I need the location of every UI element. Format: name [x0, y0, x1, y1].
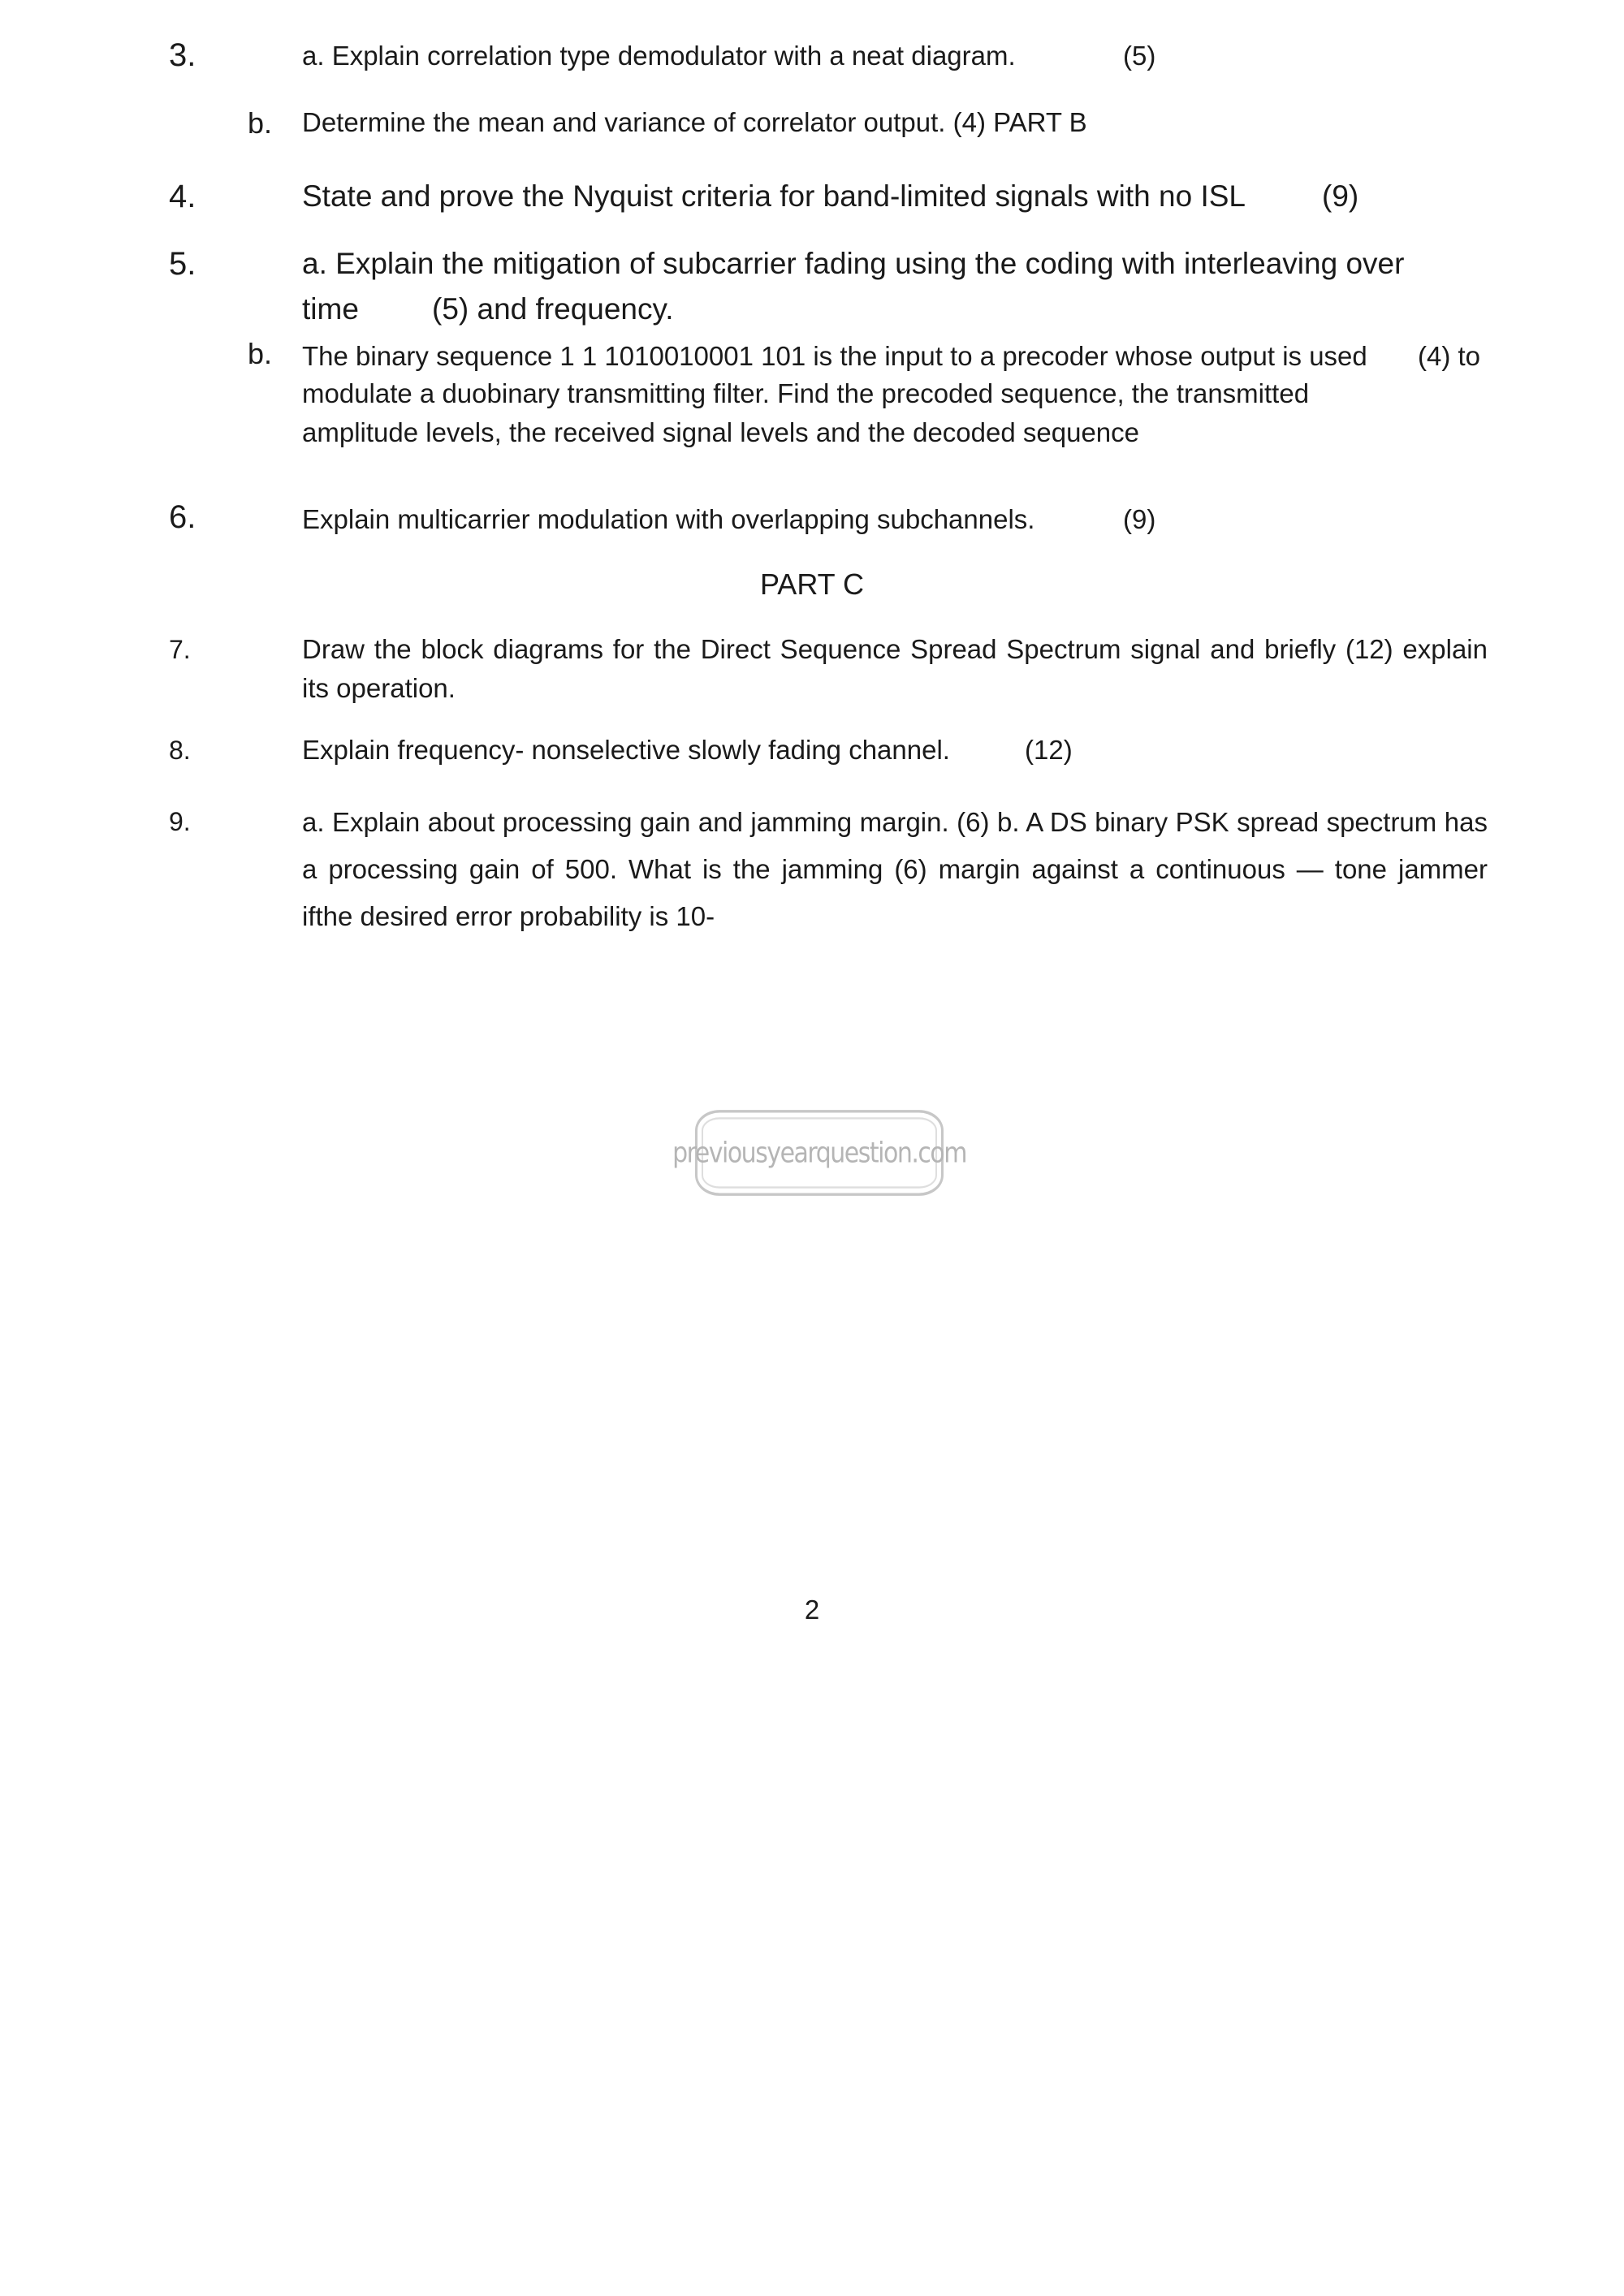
question-5b-line2: modulate a duobinary transmitting filter. Find the precoded sequence, the transmitted: [302, 378, 1310, 408]
question-6-number: 6.: [169, 499, 197, 535]
question-4-marks: (9): [1322, 179, 1359, 213]
question-9-line3: ifthe desired error probability is 10-: [302, 901, 715, 931]
page-number: 2: [804, 1595, 820, 1625]
watermark-logo: [672, 1110, 966, 1196]
question-5b-marks: (4) to: [1418, 341, 1481, 371]
question-9-number: 9.: [169, 807, 191, 836]
question-6-marks: (9): [1123, 504, 1156, 534]
question-5b-line1: The binary sequence 1 1 1010010001 101 is the input to a precoder whose output is used: [302, 341, 1367, 371]
question-5a-line2-rest: (5) and frequency.: [432, 292, 674, 326]
question-4-number: 4.: [169, 179, 197, 214]
question-5b-line3: amplitude levels, the received signal levels and the decoded sequence: [302, 417, 1140, 447]
question-5a-line2-word: time: [302, 292, 359, 326]
question-5a-line1: a. Explain the mitigation of subcarrier fading using the coding with interleaving over: [302, 247, 1405, 280]
watermark-text: previousyearquestion.com: [672, 1136, 966, 1170]
question-7-line2: its operation.: [302, 673, 456, 703]
question-8-marks: (12): [1025, 735, 1073, 765]
question-7-line1: Draw the block diagrams for the Direct Sequence Spread Spectrum signal and briefly (12) explain: [302, 634, 1488, 664]
question-4-text: State and prove the Nyquist criteria for band-limited signals with no ISL: [302, 179, 1246, 213]
question-9-line2: a processing gain of 500. What is the jamming (6) margin against a continuous — tone jammer: [302, 854, 1488, 884]
part-c-heading: PART C: [759, 568, 865, 601]
question-3a-text: a. Explain correlation type demodulator with a neat diagram.: [302, 41, 1016, 71]
question-9-line1: a. Explain about processing gain and jamming margin. (6) b. A DS binary PSK spread spectrum has: [302, 807, 1488, 837]
question-7-number: 7.: [169, 635, 191, 664]
question-3-number: 3.: [169, 37, 197, 73]
question-5-number: 5.: [169, 246, 197, 282]
question-3a-marks: (5): [1123, 41, 1156, 71]
question-8-number: 8.: [169, 736, 191, 765]
question-8-text: Explain frequency- nonselective slowly fading channel.: [302, 735, 950, 765]
question-6-text: Explain multicarrier modulation with overlapping subchannels.: [302, 504, 1035, 534]
question-3b-text: Determine the mean and variance of correlator output. (4) PART B: [302, 107, 1087, 137]
question-3b-label: b.: [248, 106, 273, 140]
question-5b-label: b.: [248, 337, 273, 370]
